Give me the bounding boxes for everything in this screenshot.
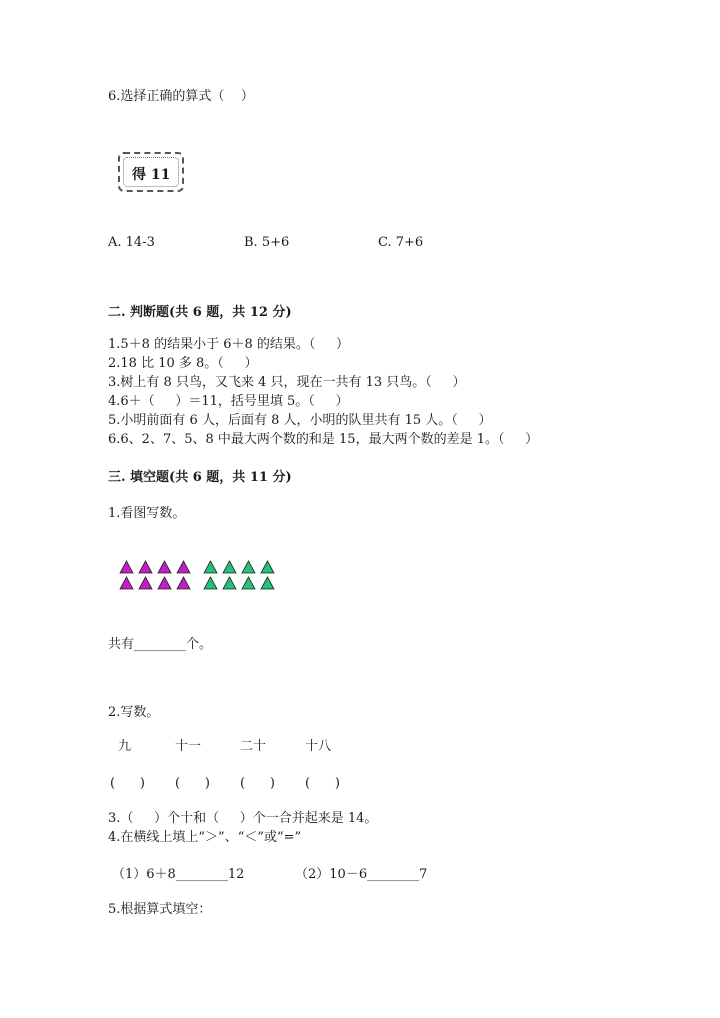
green-triangle bbox=[242, 561, 255, 573]
judge-item-1: 1.5＋8 的结果小于 6＋8 的结果。（ ） bbox=[108, 337, 350, 352]
score-badge-text: 得 11 bbox=[132, 167, 171, 183]
section-2-heading: 二. 判断题(共 6 题，共 12 分) bbox=[108, 305, 292, 320]
answer-blank-4: ( ) bbox=[305, 776, 340, 791]
answer-blank-1: ( ) bbox=[110, 776, 145, 791]
purple-triangles bbox=[120, 561, 190, 589]
number-word-1: 九 bbox=[118, 739, 132, 754]
fill-q5: 5.根据算式填空： bbox=[108, 902, 212, 917]
score-badge bbox=[118, 152, 184, 192]
fill-q4-part-2: （2）10－6________7 bbox=[295, 867, 428, 882]
purple-triangle bbox=[120, 577, 133, 589]
fill-q1-answer-line: 共有________个。 bbox=[108, 637, 213, 652]
judge-item-3: 3.树上有 8 只鸟，又飞来 4 只，现在一共有 13 只鸟。（ ） bbox=[108, 375, 466, 390]
fill-q2-title: 2.写数。 bbox=[108, 705, 160, 720]
green-triangles bbox=[204, 561, 274, 589]
number-word-2: 十一 bbox=[175, 739, 202, 754]
answer-blank-3: ( ) bbox=[240, 776, 275, 791]
answer-blank-2: ( ) bbox=[175, 776, 210, 791]
green-triangle bbox=[242, 577, 255, 589]
fill-q3: 3.（ ）个十和（ ）个一合并起来是 14。 bbox=[108, 811, 378, 826]
fill-q4-part-1: （1）6＋8________12 bbox=[112, 867, 245, 882]
green-triangle bbox=[204, 561, 217, 573]
section-3-heading: 三. 填空题(共 6 题，共 11 分) bbox=[108, 470, 292, 485]
option-a: A. 14-3 bbox=[108, 235, 155, 250]
option-c: C. 7+6 bbox=[378, 235, 424, 250]
purple-triangle bbox=[158, 561, 171, 573]
judge-item-4: 4.6＋（ ）＝11，括号里填 5。（ ） bbox=[108, 394, 349, 409]
purple-triangle bbox=[177, 577, 190, 589]
purple-triangle bbox=[139, 561, 152, 573]
number-word-4: 十八 bbox=[305, 739, 332, 754]
green-triangle bbox=[204, 577, 217, 589]
judge-item-5: 5.小明前面有 6 人，后面有 8 人，小明的队里共有 15 人。（ ） bbox=[108, 413, 492, 428]
fill-q1-title: 1.看图写数。 bbox=[108, 506, 186, 521]
triangle-picture bbox=[118, 558, 288, 592]
purple-triangle bbox=[177, 561, 190, 573]
green-triangle bbox=[261, 577, 274, 589]
question-6-title: 6.选择正确的算式（ ） bbox=[108, 89, 254, 104]
option-b: B. 5+6 bbox=[244, 235, 290, 250]
purple-triangle bbox=[158, 577, 171, 589]
fill-q4-title: 4.在横线上填上“＞”、“＜”或“=” bbox=[108, 830, 302, 845]
green-triangle bbox=[223, 577, 236, 589]
purple-triangle bbox=[120, 561, 133, 573]
purple-triangle bbox=[139, 577, 152, 589]
green-triangle bbox=[223, 561, 236, 573]
judge-item-2: 2.18 比 10 多 8。（ ） bbox=[108, 356, 258, 371]
green-triangle bbox=[261, 561, 274, 573]
judge-item-6: 6.6、2、7、5、8 中最大两个数的和是 15，最大两个数的差是 1。（ ） bbox=[108, 432, 539, 447]
number-word-3: 二十 bbox=[240, 739, 267, 754]
